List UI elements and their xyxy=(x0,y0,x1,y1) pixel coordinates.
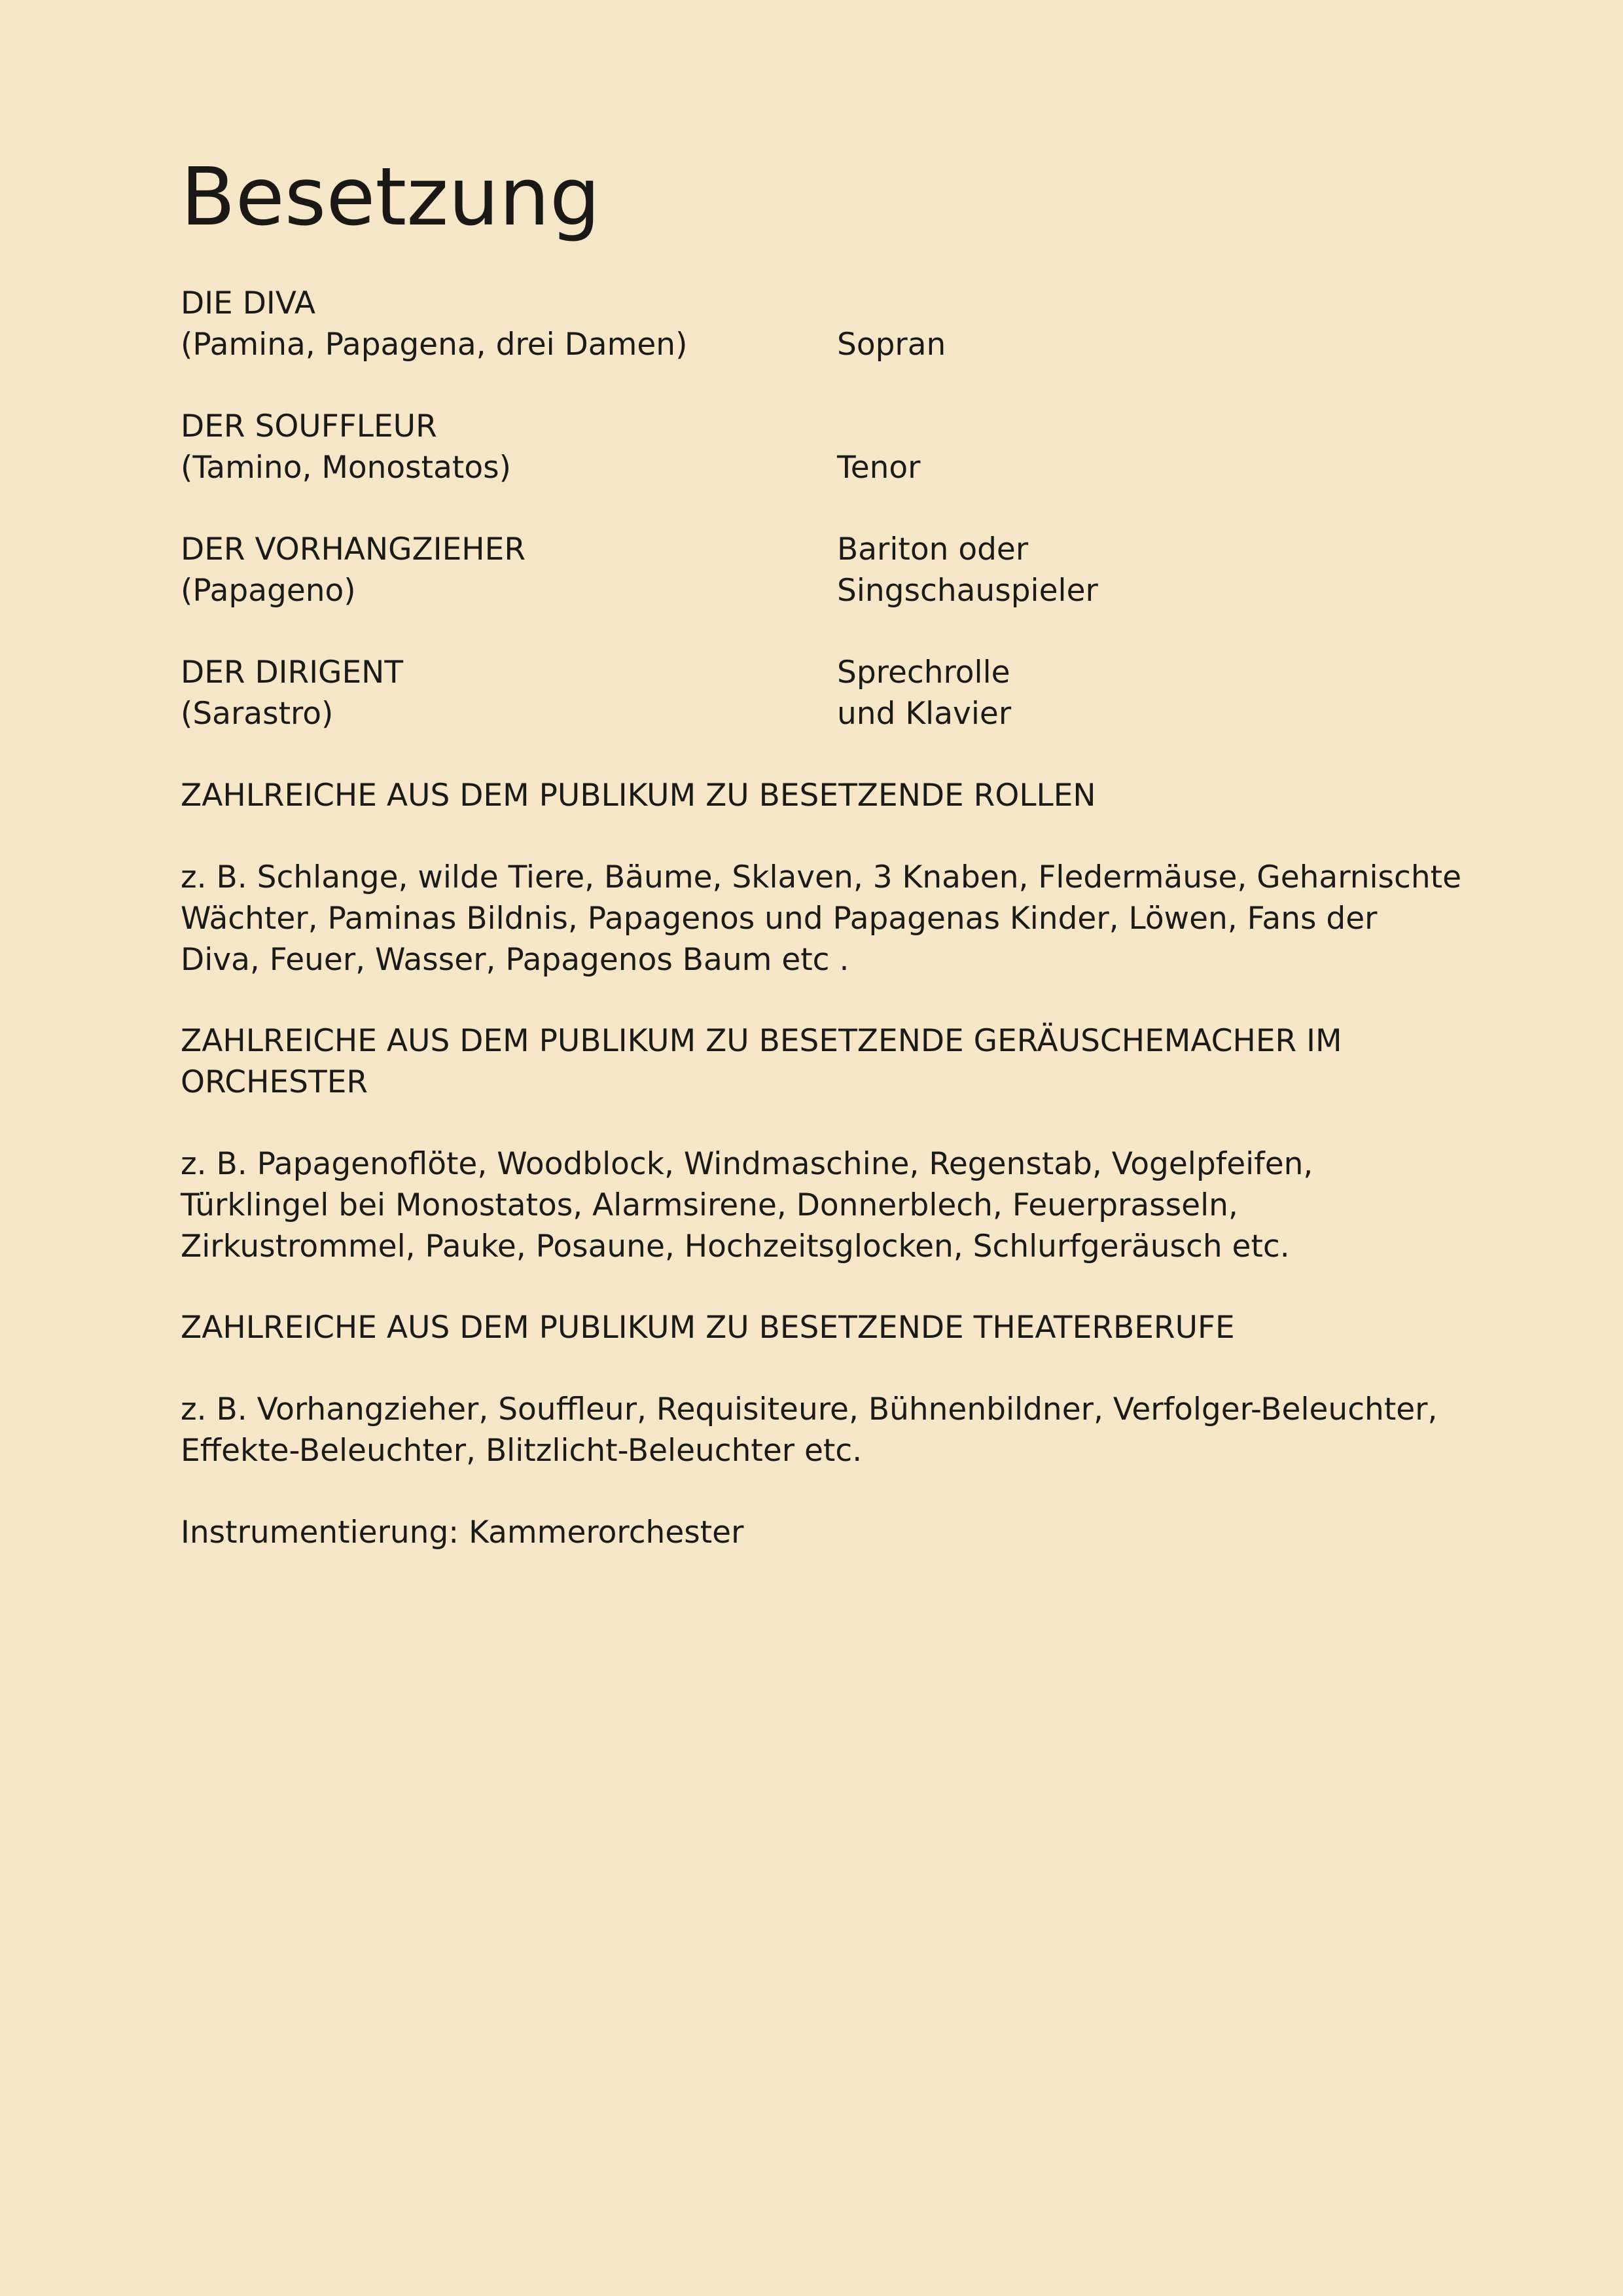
cast-voice: Singschauspieler xyxy=(837,573,1098,609)
section-body-line: z. B. Papagenoflöte, Woodblock, Windmaschine, Regenstab, Vogelpfeifen, xyxy=(181,1146,1313,1182)
section-body-line: z. B. Schlange, wilde Tiere, Bäume, Sklaven, 3 Knaben, Fledermäuse, Geharnischte xyxy=(181,859,1462,895)
section-body-line: Zirkustrommel, Pauke, Posaune, Hochzeitsglocken, Schlurfgeräusch etc. xyxy=(181,1229,1290,1265)
cast-parts: (Pamina, Papagena, drei Damen) xyxy=(181,327,688,363)
section-body-line: Diva, Feuer, Wasser, Papagenos Baum etc . xyxy=(181,942,849,978)
cast-role: DER VORHANGZIEHER xyxy=(181,531,526,567)
cast-role: DIE DIVA xyxy=(181,285,316,321)
cast-voice: Sopran xyxy=(837,327,946,363)
section-body-line: Effekte-Beleuchter, Blitzlicht-Beleuchter etc. xyxy=(181,1433,863,1469)
section-heading xyxy=(181,775,1463,816)
section-body xyxy=(181,857,1463,980)
section-heading-line: ORCHESTER xyxy=(181,1064,368,1100)
cast-voice: Tenor xyxy=(837,450,921,486)
cast-voice: Sprechrolle xyxy=(837,655,1010,691)
section-body-line: Wächter, Paminas Bildnis, Papagenos und Papagenas Kinder, Löwen, Fans der xyxy=(181,901,1378,937)
cast-role: DER SOUFFLEUR xyxy=(181,408,437,444)
section-body-line: Türklingel bei Monostatos, Alarmsirene, Donnerblech, Feuerprasseln, xyxy=(181,1187,1238,1223)
section-body xyxy=(181,1389,1463,1471)
section-heading-line: ZAHLREICHE AUS DEM PUBLIKUM ZU BESETZENDE ROLLEN xyxy=(181,778,1096,814)
cast-role: DER DIRIGENT xyxy=(181,655,404,691)
section-heading xyxy=(181,1307,1463,1348)
cast-voice: Bariton oder xyxy=(837,531,1029,567)
section-heading-line: ZAHLREICHE AUS DEM PUBLIKUM ZU BESETZENDE GERÄUSCHEMACHER IM xyxy=(181,1023,1342,1059)
cast-parts: (Tamino, Monostatos) xyxy=(181,450,511,486)
cast-voice: und Klavier xyxy=(837,696,1012,732)
section-heading-line: ZAHLREICHE AUS DEM PUBLIKUM ZU BESETZENDE THEATERBERUFE xyxy=(181,1310,1235,1346)
section-body-line: z. B. Vorhangzieher, Souffleur, Requisiteure, Bühnenbildner, Verfolger-Beleuchter, xyxy=(181,1391,1438,1427)
section-body xyxy=(181,1143,1463,1267)
page-title: Besetzung xyxy=(181,151,601,243)
cast-parts: (Sarastro) xyxy=(181,696,334,732)
cast-parts: (Papageno) xyxy=(181,573,356,609)
section-heading xyxy=(181,1020,1463,1103)
instrumentation-note: Instrumentierung: Kammerorchester xyxy=(181,1515,744,1551)
